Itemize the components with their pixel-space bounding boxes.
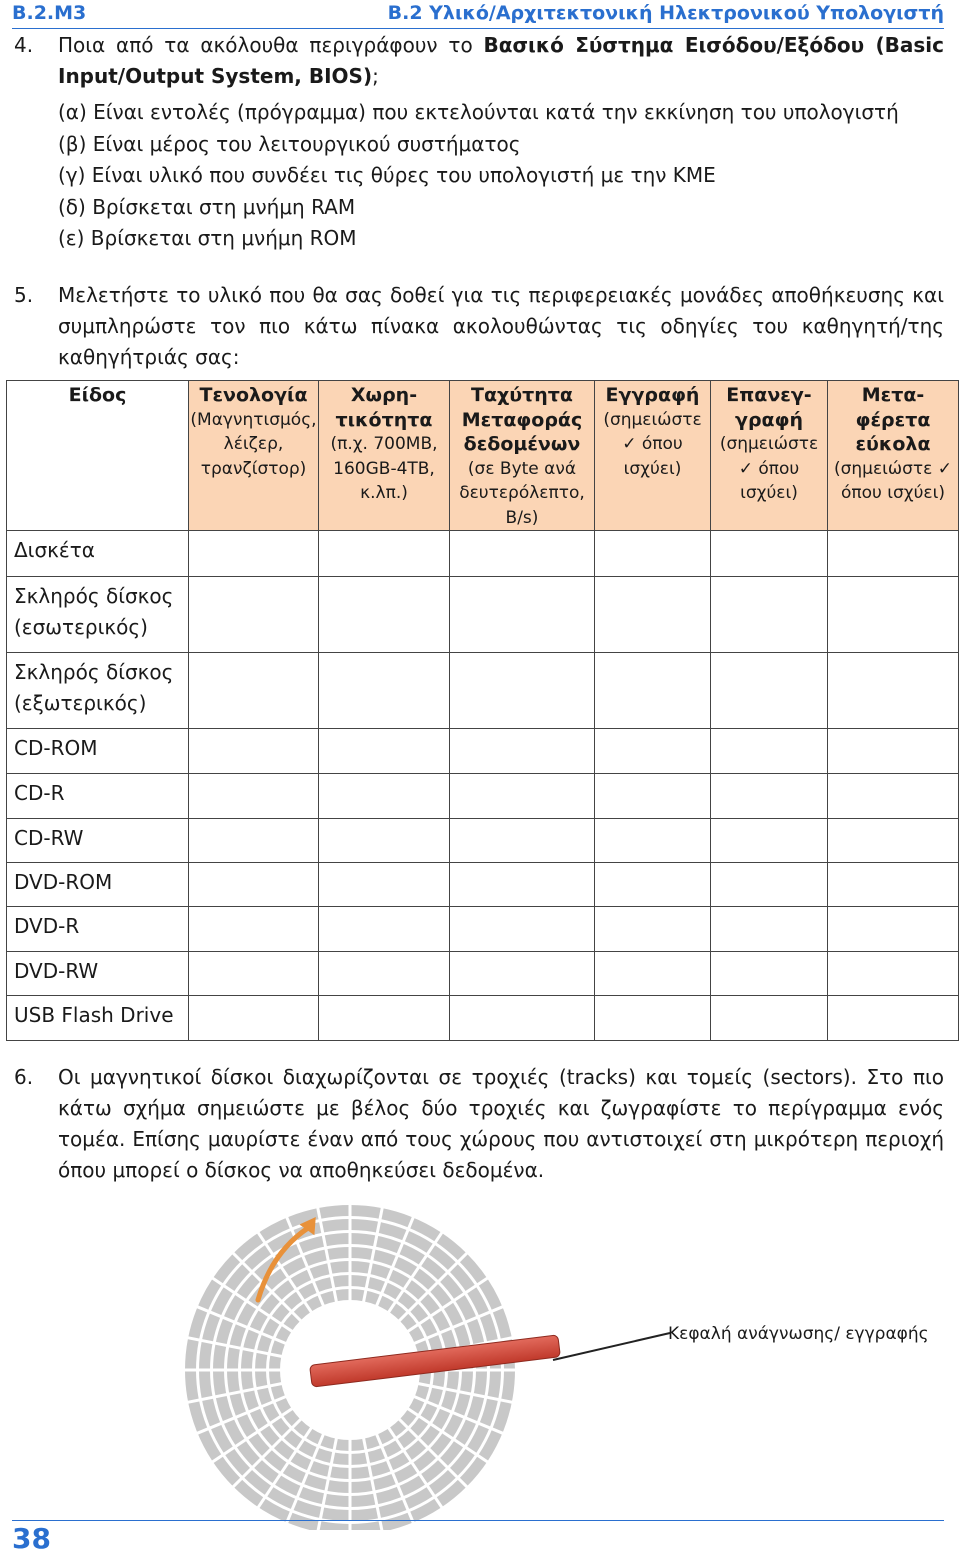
answer-cell[interactable] [319, 653, 450, 729]
table-header-row [7, 381, 959, 531]
device-name-cell: Σκληρός δίσκος (εξωτερικός) [7, 653, 189, 729]
answer-cell[interactable] [450, 819, 595, 863]
header-subtitle: (σε Byte ανά δευτερόλεπτο, B/s) [459, 458, 585, 528]
header-subtitle: (Μαγνητισμός, λέιζερ, τρανζίστορ) [190, 409, 317, 479]
question-text-end: ; [372, 64, 379, 88]
answer-cell[interactable] [828, 577, 959, 653]
answer-cell[interactable] [828, 863, 959, 907]
table-row [7, 774, 959, 819]
option-a: (α) Είναι εντολές (πρόγραμμα) που εκτελούνται κατά την εκκίνηση του υπολογιστή [58, 100, 899, 124]
answer-cell[interactable] [828, 531, 959, 577]
question-text: Οι μαγνητικοί δίσκοι διαχωρίζονται σε τροχιές (tracks) και τομείς (sectors). Στο πιο κάτω σχήμα σημειώστε με βέλος δύο τροχιές και ζωγραφίστε το περίγραμμα ενός τομέα. Επίσης μαυρίστε έναν από τους χώρους που αντιστοιχεί στη μικρότερη περιοχή όπου μπορεί ο δίσκος να αποθηκεύσει δεδομένα. [58, 1065, 944, 1182]
answer-cell[interactable] [828, 819, 959, 863]
header-subtitle: (π.χ. 700MB, 160GB-4TB, κ.λπ.) [330, 434, 438, 503]
header-title: Εγγραφή [605, 384, 700, 406]
answer-cell[interactable] [189, 577, 319, 653]
table-row [7, 729, 959, 774]
header-rewrite [711, 381, 828, 531]
answer-cell[interactable] [828, 996, 959, 1041]
answer-cell[interactable] [450, 729, 595, 774]
answer-cell[interactable] [828, 653, 959, 729]
answer-cell[interactable] [450, 863, 595, 907]
head-arm [553, 1333, 670, 1360]
header-type [7, 381, 189, 531]
question-5 [14, 280, 944, 373]
answer-cell[interactable] [595, 952, 711, 996]
answer-cell[interactable] [189, 952, 319, 996]
answer-cell[interactable] [189, 863, 319, 907]
answer-cell[interactable] [711, 653, 828, 729]
answer-cell[interactable] [450, 577, 595, 653]
answer-cell[interactable] [319, 577, 450, 653]
table-row [7, 531, 959, 577]
option-d: (δ) Βρίσκεται στη μνήμη RAM [58, 195, 356, 219]
device-name-cell: DVD-RW [7, 952, 189, 996]
answer-cell[interactable] [189, 531, 319, 577]
table-row [7, 907, 959, 952]
answer-cell[interactable] [828, 774, 959, 819]
header-title: Είδος [68, 384, 127, 406]
header-title: Ταχύτητα Μεταφοράς δεδομένων [461, 384, 583, 455]
header-portable [828, 381, 959, 531]
answer-cell[interactable] [319, 819, 450, 863]
header-title: Χωρη-τικότητα [335, 384, 433, 431]
option-b: (β) Είναι μέρος του λειτουργικού συστήματος [58, 132, 521, 156]
answer-cell[interactable] [319, 729, 450, 774]
question-text-bold: Βασικό Σύστημα Εισόδου/Εξόδου (Basic Input/Output System, BIOS) [58, 33, 944, 88]
header-speed [450, 381, 595, 531]
answer-cell[interactable] [711, 577, 828, 653]
answer-cell[interactable] [450, 531, 595, 577]
answer-cell[interactable] [595, 774, 711, 819]
disk-figure [180, 1200, 780, 1530]
table-row [7, 952, 959, 996]
header-technology [189, 381, 319, 531]
answer-cell[interactable] [319, 996, 450, 1041]
answer-cell[interactable] [189, 907, 319, 952]
question-6 [14, 1062, 944, 1186]
answer-cell[interactable] [450, 774, 595, 819]
table-row [7, 653, 959, 729]
answer-cell[interactable] [711, 863, 828, 907]
table-row [7, 996, 959, 1041]
footer-rule [12, 1520, 944, 1521]
table-body [7, 531, 959, 1041]
answer-cell[interactable] [319, 774, 450, 819]
answer-cell[interactable] [595, 653, 711, 729]
answer-cell[interactable] [189, 729, 319, 774]
header-write [595, 381, 711, 531]
answer-cell[interactable] [828, 729, 959, 774]
disk-diagram [180, 1200, 780, 1530]
device-name-cell: CD-ROM [7, 729, 189, 774]
answer-cell[interactable] [711, 952, 828, 996]
header-subtitle: (σημειώστε ✓ όπου ισχύει) [833, 458, 953, 503]
answer-cell[interactable] [711, 774, 828, 819]
device-name-cell: USB Flash Drive [7, 996, 189, 1041]
answer-cell[interactable] [711, 819, 828, 863]
answer-cell[interactable] [450, 996, 595, 1041]
answer-cell[interactable] [828, 907, 959, 952]
question-text-part: Ποια από τα ακόλουθα περιγράφουν το [58, 33, 484, 57]
read-write-head-label: Κεφαλή ανάγνωσης/ εγγραφής [668, 1324, 929, 1344]
question-4 [14, 30, 944, 92]
device-name-cell: CD-RW [7, 819, 189, 863]
header-rule [12, 28, 944, 29]
answer-cell[interactable] [711, 531, 828, 577]
question-text [58, 30, 944, 92]
answer-cell[interactable] [595, 577, 711, 653]
header-capacity [319, 381, 450, 531]
question-number: 6. [14, 1065, 34, 1089]
answer-cell[interactable] [595, 819, 711, 863]
page-number: 38 [12, 1522, 51, 1555]
answer-cell[interactable] [711, 996, 828, 1041]
device-name-cell: Δισκέτα [7, 531, 189, 577]
answer-cell[interactable] [711, 729, 828, 774]
answer-cell[interactable] [450, 907, 595, 952]
answer-cell[interactable] [189, 774, 319, 819]
module-code: Β.2.Μ3 [12, 2, 87, 24]
question-number: 4. [14, 33, 34, 57]
answer-cell[interactable] [319, 952, 450, 996]
answer-cell[interactable] [595, 996, 711, 1041]
page-header [12, 2, 944, 28]
header-subtitle: (σημειώστε ✓ όπου ισχύει) [603, 409, 702, 479]
answer-cell[interactable] [595, 729, 711, 774]
device-name-cell: DVD-ROM [7, 863, 189, 907]
answer-cell[interactable] [189, 653, 319, 729]
device-name-cell: Σκληρός δίσκος (εσωτερικός) [7, 577, 189, 653]
device-name-cell: CD-R [7, 774, 189, 819]
question-text: Μελετήστε το υλικό που θα σας δοθεί για τις περιφερειακές μονάδες αποθήκευσης και συμπληρώστε τον πιο κάτω πίνακα ακολουθώντας τις οδηγίες του καθηγητή/της καθηγήτριάς σας: [58, 283, 944, 369]
option-e: (ε) Βρίσκεται στη μνήμη ROM [58, 226, 357, 250]
answer-cell[interactable] [189, 819, 319, 863]
answer-cell[interactable] [595, 907, 711, 952]
storage-devices-table [6, 380, 959, 1041]
answer-cell[interactable] [450, 653, 595, 729]
table-row [7, 577, 959, 653]
answer-cell[interactable] [319, 531, 450, 577]
table-row [7, 863, 959, 907]
header-title: Επανεγ-γραφή [726, 384, 812, 431]
answer-cell[interactable] [828, 952, 959, 996]
question-number: 5. [14, 283, 34, 307]
option-c: (γ) Είναι υλικό που συνδέει τις θύρες του υπολογιστή με την ΚΜΕ [58, 163, 716, 187]
device-name-cell: DVD-R [7, 907, 189, 952]
header-title: Τενολογία [199, 384, 308, 406]
answer-cell[interactable] [595, 863, 711, 907]
answer-cell[interactable] [450, 952, 595, 996]
answer-cell[interactable] [711, 907, 828, 952]
header-title: Μετα-φέρετα εύκολα [855, 384, 931, 455]
chapter-title: Β.2 Υλικό/Αρχιτεκτονική Ηλεκτρονικού Υπολογιστή [387, 2, 944, 24]
answer-cell[interactable] [189, 996, 319, 1041]
header-subtitle: (σημειώστε ✓ όπου ισχύει) [719, 434, 819, 503]
answer-cell[interactable] [319, 907, 450, 952]
answer-cell[interactable] [319, 863, 450, 907]
table-row [7, 819, 959, 863]
answer-cell[interactable] [595, 531, 711, 577]
